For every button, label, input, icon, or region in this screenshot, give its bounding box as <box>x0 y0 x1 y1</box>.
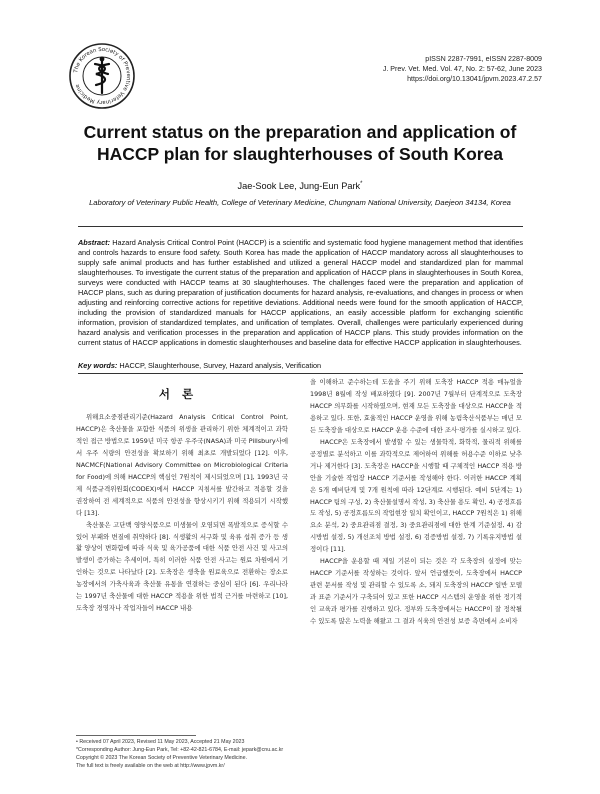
abstract-text: Hazard Analysis Critical Control Point (HACCP) is a scientific and systematic food hygiene management method that identifies and controls hazards to ensure food safety. South Korea has made the application of HACCP mandatory across all slaughterhouses to supply safe animal products and has further established and utilized a general HACCP model and standardized plan for mammal slaughterhouses. To investigate the current status of the preparation and application of HACCP plans in slaughterhouses in South Korea, surveys were conducted with HACCP teams at 30 slaughterhouses. The challenges faced were the preparation and application of HACCP plans, such as during preparation of justification documents for hazard analysis, re-evaluations, and changes in process or when adjusting and reinforcing corrective actions for repetitive deviations. Additional needs were found for the smooth application of HACCP, including the provision of standardized manuals for HACCP applications, an easily accessible platform for exchanging scientific information, provision of standardized templates, and unification of templates. Overall, challenges were particularly experienced during hazard analysis and verification processes in the preparation and application of HACCP plans. This study provides information on the current status of HACCP applications in domestic slaughterhouses and baseline data for effective HACCP application in slaughterhouses. <box>78 238 523 347</box>
paragraph: 을 이해하고 준수하는데 도움을 주기 위해 도축장 HACCP 적용 매뉴얼을 1998년 8월에 작성 배포하였다 [9]. 2007년 7월부터 단계적으로 도축장 HACCP 의무화를 시작하였으며, 현재 모든 도축장을 대상으로 HACCP을 적용하고 있다. 또한, 효율적인 HACCP 운영을 위해 농림축산식품부는 매년 모든 도축장을 대상으로 HACCP 운용 수준에 대한 조사·평가를 실시하고 있다. <box>310 378 522 434</box>
affiliation: Laboratory of Veterinary Public Health, College of Veterinary Medicine, Chungnam National University, Daejeon 34134, Korea <box>89 198 511 207</box>
keywords-text: HACCP, Slaughterhouse, Survey, Hazard analysis, Verification <box>119 361 322 370</box>
journal-info <box>383 54 542 84</box>
title-line-1: Current status on the preparation and application of <box>83 122 517 142</box>
corresponding-author: *Corresponding Author: Jung-Eun Park, Tel: +82-42-821-6784, E-mail: jepark@cnu.ac.kr <box>76 746 284 753</box>
abstract <box>78 238 523 347</box>
keywords-label: Key words: <box>78 361 118 370</box>
received-dates: • Received 07 April 2023, Revised 11 May 2023, Accepted 21 May 2023 <box>76 739 245 745</box>
title-line-2: HACCP plan for slaughterhouses of South Korea <box>96 144 504 164</box>
copyright: Copyright © 2023 The Korean Society of Preventive Veterinary Medicine. <box>76 754 248 761</box>
right-column <box>310 377 522 628</box>
paragraph: 위해요소중점관리기준(Hazard Analysis Critical Control Point, HACCP)은 축산물을 포함한 식품의 위생을 관리하기 위한 체계적이고 과학적인 접근 방법으로 1959년 미국 항공 우주국(NASA)과 미국 Pillsbury사에서 우주 식량의 안전성을 확보하기 위해 최초로 개발되었다 [12]. 이후, NACMCF(National Advisory Committee on Microbiological Criteria for Food)에 의해 HACCP의 핵심인 7원칙이 제시되었으며 [1], 1993년 국제 식품규격위원회(CODEX)에서 HACCP 지침서를 발간하고 적용할 것을 권장하여 전 세계적으로 식품의 안전성을 향상시키기 위해 적용되기 시작했다 [13]. <box>76 413 288 517</box>
citation: J. Prev. Vet. Med. Vol. 47, No. 2: 57-62, June 2023 <box>382 65 542 73</box>
keywords <box>78 361 523 371</box>
footnotes <box>76 739 296 771</box>
footnote-rule <box>76 735 196 736</box>
abstract-bottom-rule <box>78 373 523 374</box>
society-logo <box>68 42 136 110</box>
abstract-label: Abstract: <box>78 238 111 247</box>
author-names: Jae-Sook Lee, Jung-Eun Park <box>237 181 361 192</box>
section-title-introduction: 서 론 <box>158 387 198 401</box>
paragraph: 축산물은 고단백 영양식품으로 미생물이 오염되면 폭발적으로 증식할 수 있어 부패와 변질에 취약하다 [8]. 식생활의 서구화 및 육류 섭취 증가 등 생활 양상이 변화함에 따라 식육 및 육가공품에 대한 식품 안전 사건 및 사고의 발생이 증가하는 추세이며, 특히 이러한 식품 안전 사고는 원료 차원에서 기인하는 것으로 나타났다 [2]. 도축장은 생축을 원료육으로 전환하는 장소로 농장에서의 가축사육과 축산물 유통을 연결하는 중심이 된다 [6]. 우리나라는 1997년 축산물에 대한 HACCP 적용을 위한 법적 근거를 마련하고 [10], 도축장 경영자나 작업자들이 HACCP 내용 <box>76 520 288 613</box>
availability-link[interactable]: The full text is freely available on the web at http://www.jpvm.kr/ <box>76 762 225 769</box>
logo-ring-text: The Korean Society of Preventive Veterinary Medicine <box>73 46 132 106</box>
issn: pISSN 2287-7991, eISSN 2287-8009 <box>425 55 542 63</box>
paper-title <box>40 121 560 165</box>
abstract-top-rule <box>78 226 523 227</box>
corresponding-mark: * <box>360 181 363 187</box>
left-column <box>76 412 288 615</box>
paragraph: HACCP을 운용할 때 제일 기본이 되는 것은 각 도축장의 실정에 맞는 HACCP 기준서를 작성하는 것이다. 앞서 언급했듯이, 도축장에서 HACCP 관련 문서를 작성 및 관리할 수 있도록 소, 돼지 도축장의 HACCP 일반 모델과 표준 기준서가 구축되어 있고 또한 HACCP 시스템의 운영을 위한 정기적인 교육과 평가를 진행하고 있다. 정부와 도축장에서는 HACCP이 잘 정착될 수 있도록 많은 노력을 해왔고 그 결과 식육의 안전성 보증 측면에서 소비자 <box>310 557 522 626</box>
doi-link[interactable]: https://doi.org/10.13041/jpvm.2023.47.2.57 <box>407 75 542 83</box>
paragraph: HACCP은 도축장에서 발생할 수 있는 생물학적, 화학적, 물리적 위해를 공정별로 분석하고 이를 과학적으로 제어하여 위해를 허용수준 이하로 낮추거나 제거한다 [3]. 도축장은 HACCP을 시행할 때 구체적인 HACCP 적용 방안을 기술한 작업장 HACCP 기준서를 작성해야 한다. 이러한 HACCP 계획은 5개 예비단계 및 7개 원칙에 따라 12단계로 시행된다. 예비 5단계는 1) HACCP 팀의 구성, 2) 축산물설명서 작성, 3) 축산물 용도 확인, 4) 공정흐름도 작성, 5) 공정흐름도의 작업현장 일치 확인이고, HACCP 7원칙은 1) 위해요소 분석, 2) 중요관리점 결정, 3) 중요관리점에 대한 한계 기준설정, 4) 감시방법 설정, 5) 개선조치 방법 설정, 6) 검증방법 설정, 7) 기록유지방법 설정이다 [11]. <box>310 437 522 554</box>
authors <box>40 181 560 191</box>
